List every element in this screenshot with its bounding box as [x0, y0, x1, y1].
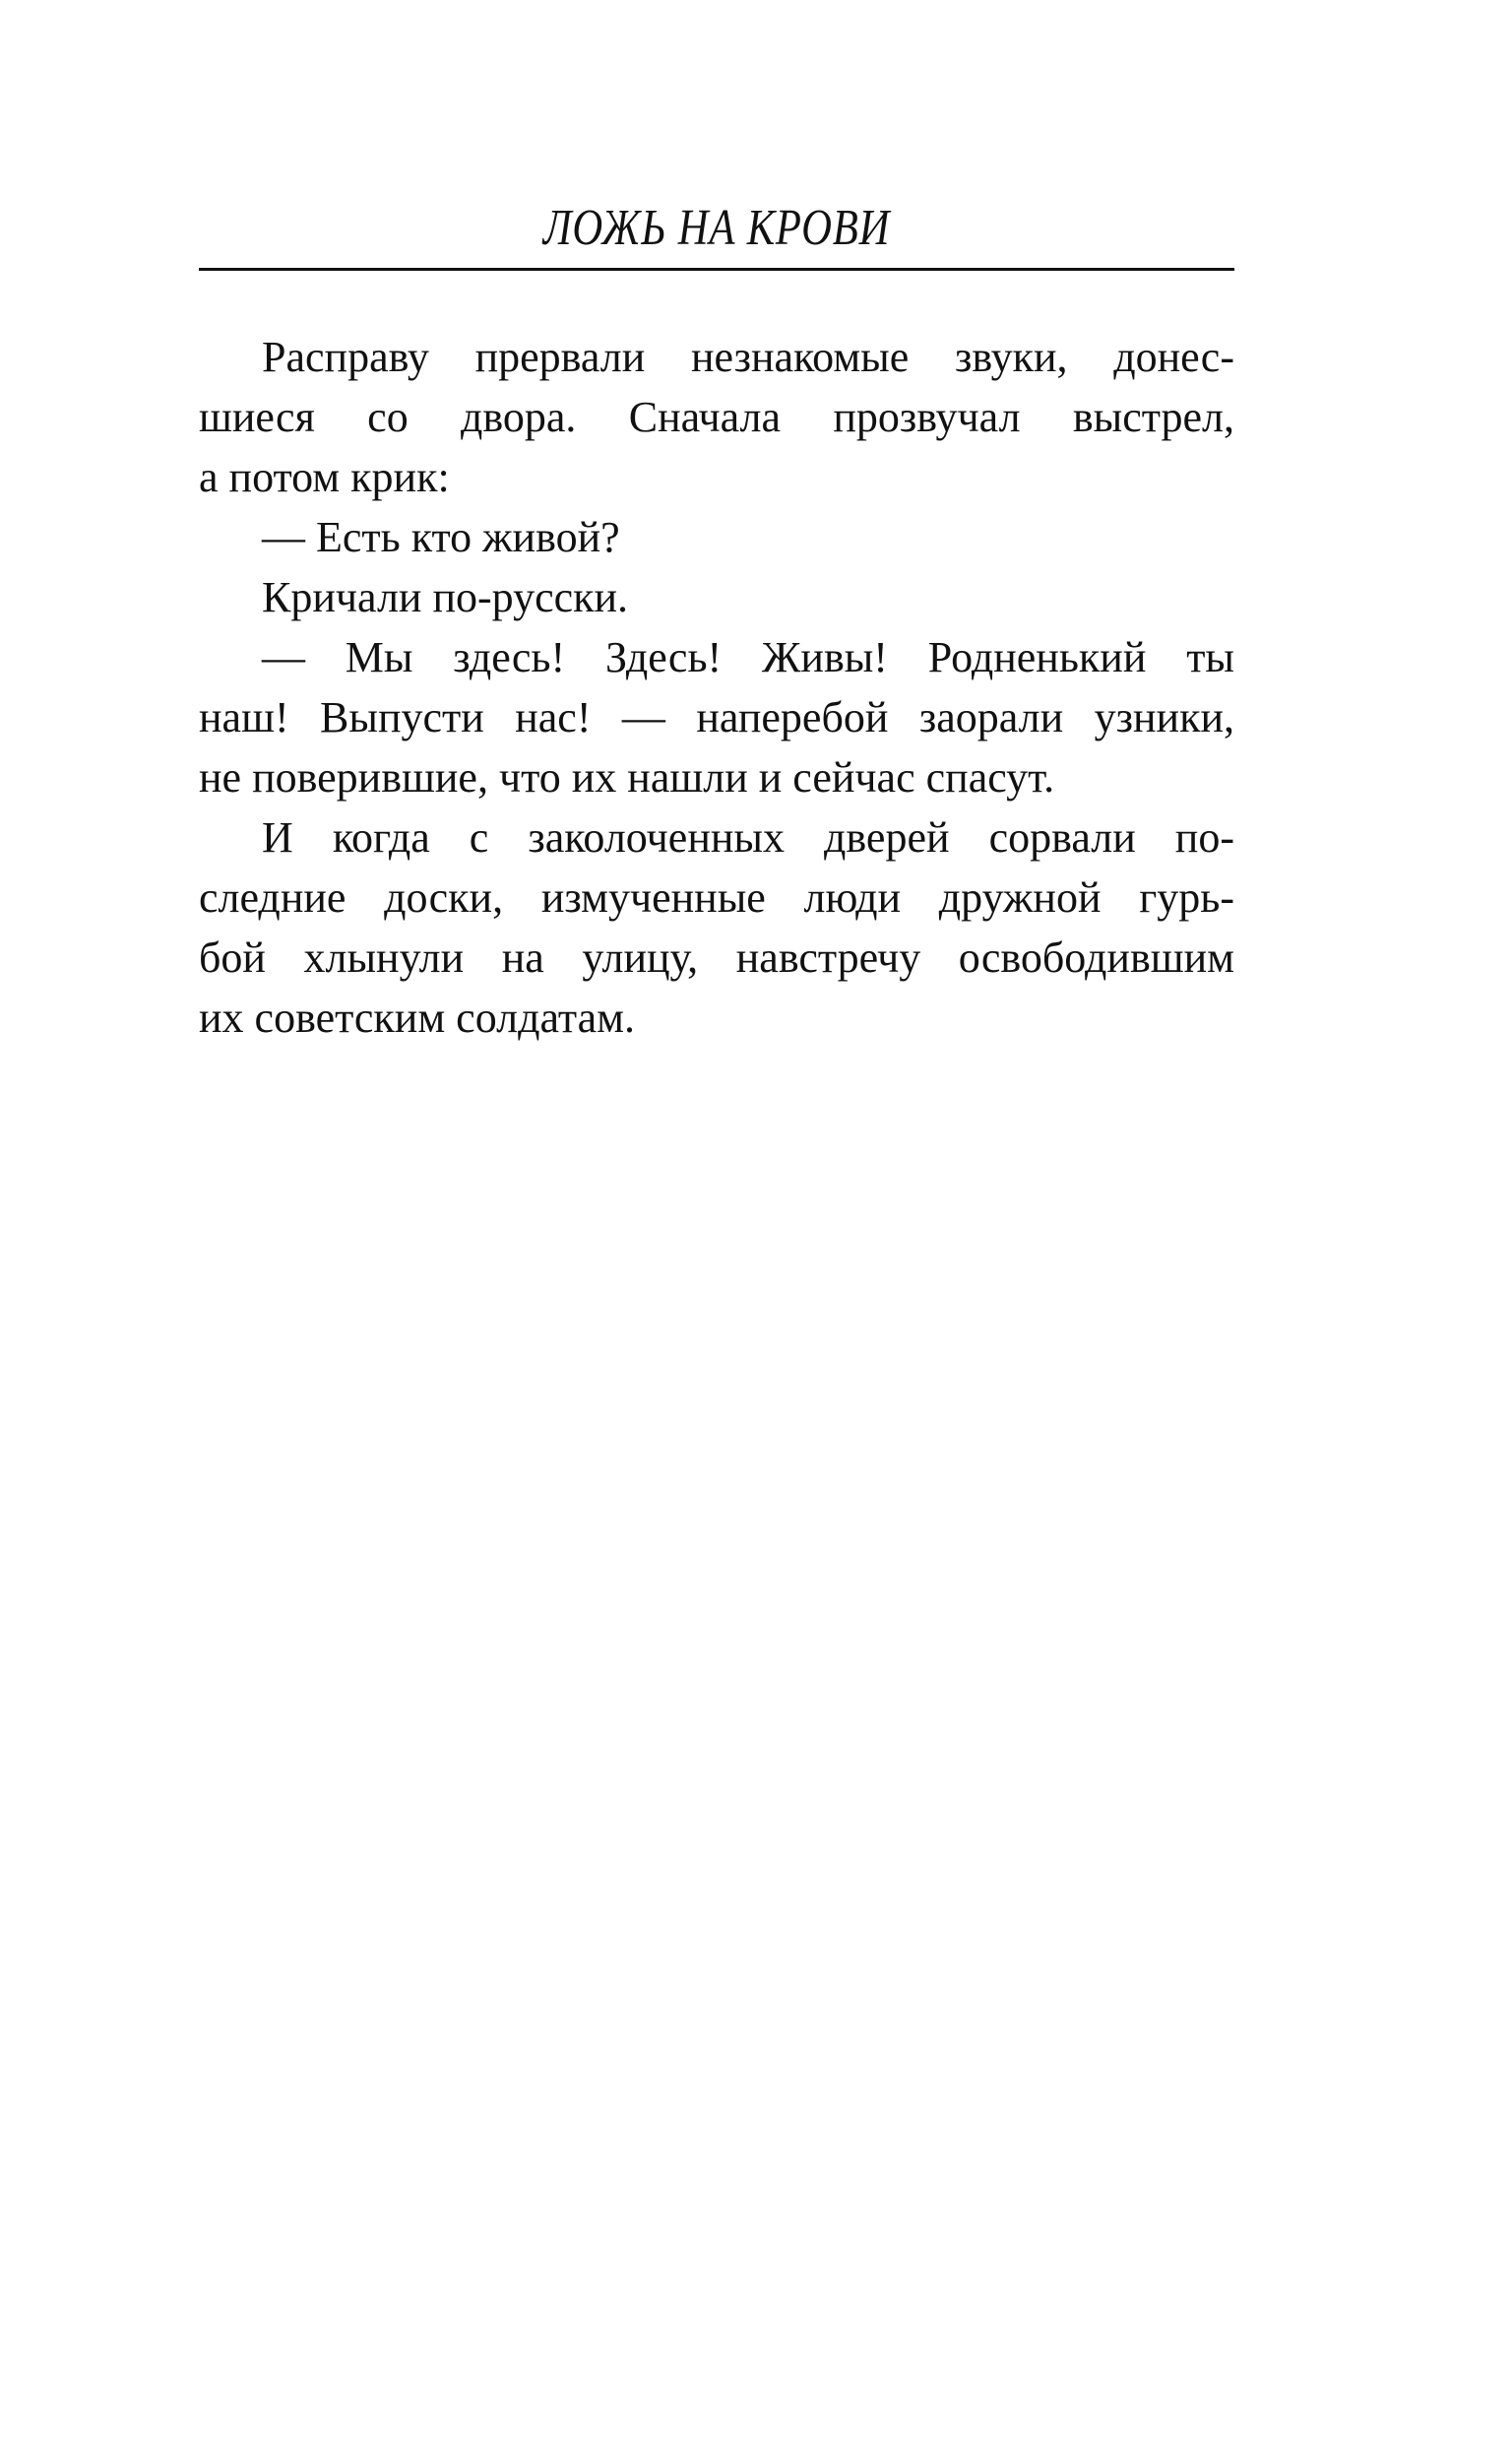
running-head-title: ЛОЖЬ НА КРОВИ	[542, 200, 891, 256]
text-line: И когда с заколоченных дверей сорвали по-	[262, 813, 1234, 862]
text-line: бой хлынули на улицу, навстречу освободившим	[199, 933, 1234, 982]
text-line: — Есть кто живой?	[262, 513, 620, 561]
text-line: следние доски, измученные люди дружной гурь-	[199, 873, 1234, 922]
text-line: Расправу прервали незнакомые звуки, донес-	[262, 333, 1234, 381]
text-line: Кричали по-русски.	[262, 573, 629, 621]
text-line: а потом крик:	[199, 453, 450, 501]
text-line: шиеся со двора. Сначала прозвучал выстрел,	[199, 393, 1234, 441]
text-line: — Мы здесь! Здесь! Живы! Родненький ты	[262, 633, 1234, 681]
text-line: наш! Выпусти нас! — наперебой заорали узники,	[199, 693, 1234, 741]
text-line: не поверившие, что их нашли и сейчас спасут.	[199, 753, 1055, 802]
body-text	[199, 327, 1234, 1048]
header-rule-divider	[199, 268, 1234, 271]
text-line: их советским солдатам.	[199, 994, 636, 1042]
